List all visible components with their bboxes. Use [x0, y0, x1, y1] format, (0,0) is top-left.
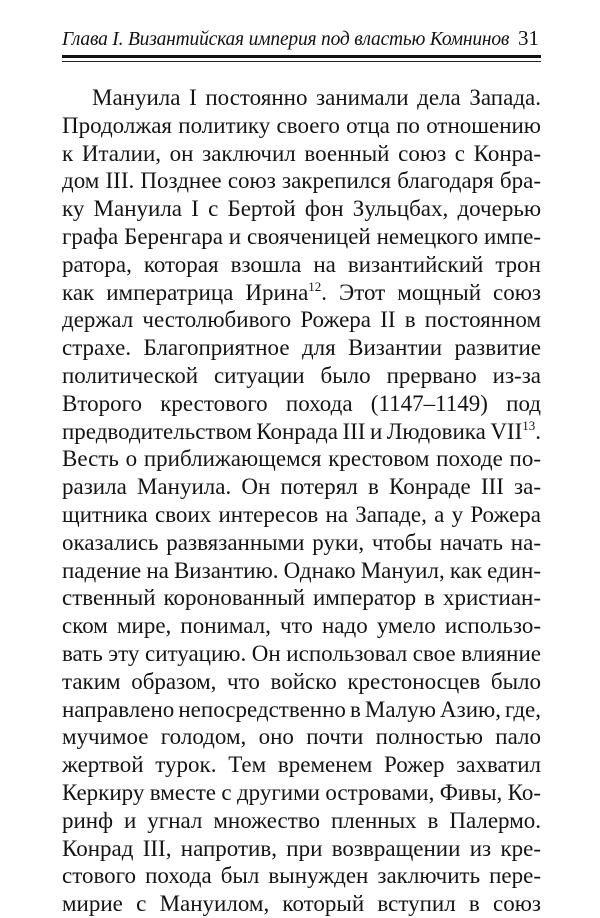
line-text: разила Мануила. Он потерял в Конраде III за-: [62, 474, 541, 500]
line-text: Керкиру вместе с другими островами, Фивы, Ко-: [62, 779, 542, 805]
chapter-title: Глава I. Византийская империя под властью Комнинов: [62, 29, 510, 50]
text-line: [62, 473, 541, 501]
text-line: [62, 445, 541, 473]
text-line: [62, 557, 541, 585]
text-line: [62, 140, 541, 168]
text-line: [62, 862, 541, 890]
text-line: [62, 751, 541, 779]
text-line: [62, 223, 541, 251]
line-text: к Италии, он заключил военный союз с Конра-: [62, 140, 541, 166]
text-line: [62, 584, 541, 612]
line-text: падение на Византию. Однако Мануил, как един-: [62, 557, 541, 583]
text-line: [62, 807, 541, 835]
line-text: предводительством Конрада III и Людовика VII: [62, 418, 523, 444]
line-text: мирие с Мануилом, который вступил в союз: [62, 891, 541, 917]
text-line: [62, 279, 541, 307]
line-text: стового похода был вынужден заключить пере-: [62, 863, 541, 889]
line-text: дом III. Позднее союз закрепился благодаря бра-: [62, 168, 541, 194]
text-line: [62, 418, 541, 446]
text-line: [62, 723, 541, 751]
header-rule-thick: [62, 55, 541, 58]
text-line: [62, 696, 541, 724]
line-text: вать эту ситуацию. Он использовал свое влияние: [62, 640, 541, 666]
text-line: [62, 640, 541, 668]
line-text: направлено непосредственно в Малую Азию, где,: [62, 696, 541, 722]
text-line: [62, 112, 541, 140]
line-text: таким образом, что войско крестоносцев было: [62, 668, 541, 694]
text-line: [62, 390, 541, 418]
text-line: [62, 306, 541, 334]
line-text: Продолжая политику своего отца по отношению: [62, 112, 541, 138]
text-line: [62, 668, 541, 696]
line-text: ку Мануила I с Бертой фон Зульцбах, дочерью: [62, 196, 541, 222]
line-text: ском мире, понимал, что надо умело использо-: [62, 613, 541, 639]
line-text: ринф и угнал множество пленных в Палермо.: [62, 807, 541, 833]
text-line: [62, 167, 541, 195]
line-text-continued: .: [535, 418, 541, 444]
text-line: [62, 195, 541, 223]
line-text: ственный коронованный император в христиан-: [62, 585, 541, 611]
line-text: графа Беренгара и свояченицей немецкого импе-: [62, 223, 541, 249]
line-text: как императрица Ирина: [62, 279, 309, 305]
footnote-reference[interactable]: 13: [522, 417, 536, 433]
text-line: [62, 529, 541, 557]
text-line: [62, 251, 541, 279]
header-rule-thin: [62, 61, 541, 62]
text-line: [62, 835, 541, 863]
line-text: Весть о приближающемся крестовом походе по-: [62, 446, 541, 472]
line-text: держал честолюбивого Рожера II в постоянном: [62, 307, 541, 333]
line-text: оказались развязанными руки, чтобы начать на-: [62, 529, 541, 555]
text-line: [62, 501, 541, 529]
line-text-continued: . Этот мощный союз: [321, 279, 541, 305]
line-text: Конрад III, напротив, при возвращении из кре-: [62, 835, 541, 861]
line-text: Мануила I постоянно занимали дела Запада.: [92, 85, 541, 110]
text-line: [62, 334, 541, 362]
line-text: Второго крестового похода (1147–1149) под: [62, 390, 541, 416]
text-line: [62, 362, 541, 390]
text-line: [62, 779, 541, 807]
line-text: жертвой турок. Тем временем Рожер захватил: [62, 752, 541, 778]
running-header: [62, 26, 541, 50]
line-text: ратора, которая взошла на византийский трон: [62, 251, 541, 277]
footnote-reference[interactable]: 12: [308, 278, 322, 294]
text-line: [62, 612, 541, 640]
text-line: [62, 890, 541, 918]
line-text: мучимое голодом, оно почти полностью пало: [62, 724, 541, 750]
text-line: [62, 84, 541, 112]
page-number: 31: [518, 26, 539, 50]
line-text: щитника своих интересов на Западе, а у Рожера: [62, 501, 541, 527]
line-text: политической ситуации было прервано из-за: [62, 362, 541, 388]
body-paragraph: [62, 84, 541, 918]
line-text: страхе. Благоприятное для Византии развитие: [62, 335, 541, 361]
